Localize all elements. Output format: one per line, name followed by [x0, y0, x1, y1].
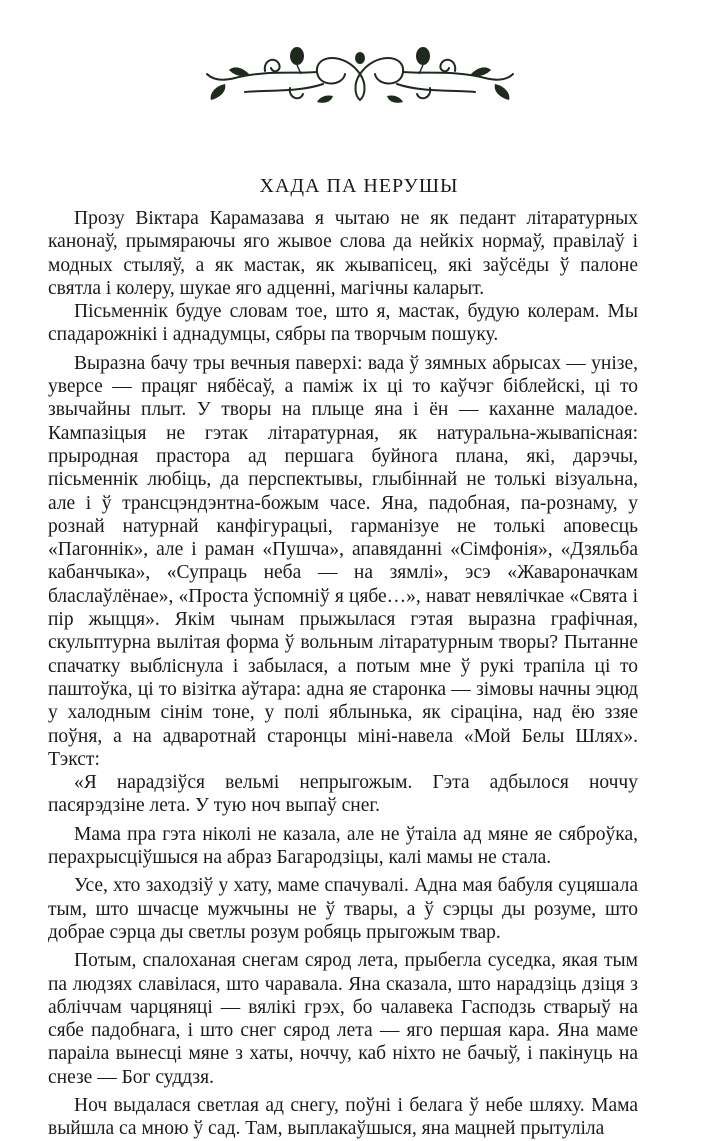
floral-vignette-icon	[205, 44, 515, 106]
paragraph: Выразна бачу тры вечныя паверхі: вада ў зямных абрысах — унізе, уверсе — працяг нябёсаў, а паміж іх ці то каўчэг біблейскі, ці то звычайны плыт. У творы на плыце яна і ён — каханне маладое. Кампазіцыя не гэтак літаратурная, як натуральна-жывапісная: прыродная прастора ад першага буйнога плана, які, дарэчы, пісьменнік любіць, да перспектывы, глыбіннай не толькі візуальна, але і ў трансцэндэнтна-божым часе. Яна, падобная, па-рознаму, у рознай натурнай канфігурацыі, гарманізуе не толькі аповесць «Пагоннік», але і раман «Пушча», апавяданні «Сімфонія», «Дзяльба кабанчыка», «Супраць неба — на зямлі», эсэ «Жавароначкам бласлаўлёнае», «Проста ўспомніў я цябе…», нават невялічкае «Свята і пір жыцця». Якім чынам прыжылася гэтая выразна графічная, скульптурна вылітая форма ў вольным літаратурным творы? Пытанне спачатку выбліснула і забылася, а потым мне ў рукі трапіла ці то паштоўка, ці то візітка аўтара: адна яе старонка — зімовы начны эцюд у халодным сінім тоне, у полі яблынька, як сіраціна, над ёю ззяе поўня, а на адваротнай старонцы міні-навела «Мой Белы Шлях». Тэкст:	[48, 352, 638, 770]
chapter-title: ХАДА ПА НЕРУШЫ	[259, 175, 459, 197]
paragraph: Мама пра гэта ніколі не казала, але не ўтаіла ад мяне яе сяброўка, перахрысціўшыся на абраз Багародзіцы, калі мамы не стала.	[48, 823, 638, 869]
paragraph: Пісьменнік будуе словам тое, што я, мастак, будую колерам. Мы спадарожнікі і аднадумцы, сябры па творчым пошуку.	[48, 301, 638, 346]
paragraph: Потым, спалоханая снегам сярод лета, прыбегла суседка, якая тым па людзях славілася, што чаравала. Яна сказала, што нарадзіць дзіця з абліччам чарцяняці — вялікі грэх, бо чалавека Гасподзь стварыў на сябе падобнага, і што снег сярод лета — яго першая кара. Яна маме параіла вынесці мяне з хаты, ноччу, каб ніхто не бачыў, і пакінуць на снезе — Бог суддзя.	[48, 950, 638, 1088]
paragraph: Усе, хто заходзіў у хату, маме спачувалі. Адна мая бабуля суцяшала тым, што шчасце мужчыны не ў твары, а ў сэрцы ды розуме, што добрае сэрца ды светлы розум робяць прыгожым твар.	[48, 875, 638, 943]
paragraph: Ноч выдалася светлая ад снегу, поўні і белага ў небе шляху. Мама выйшла са мною ў сад. Там, выплакаўшыся, яна мацней прытуліла	[48, 1094, 638, 1140]
paragraph: Прозу Віктара Карамазава я чытаю не як педант літаратурных канонаў, прымяраючы яго жывое слова да нейкіх нормаў, правілаў і модных стыляў, а як мастак, як жывапісец, які заўсёды ў палоне святла і колеру, шукае яго адценні, магічны каларыт.	[48, 208, 638, 299]
paragraph: «Я нарадзіўся вельмі непрыгожым. Гэта адбылося ноччу пасярэдзіне лета. У тую ноч выпаў снег.	[48, 772, 638, 817]
body-text	[48, 207, 638, 1141]
